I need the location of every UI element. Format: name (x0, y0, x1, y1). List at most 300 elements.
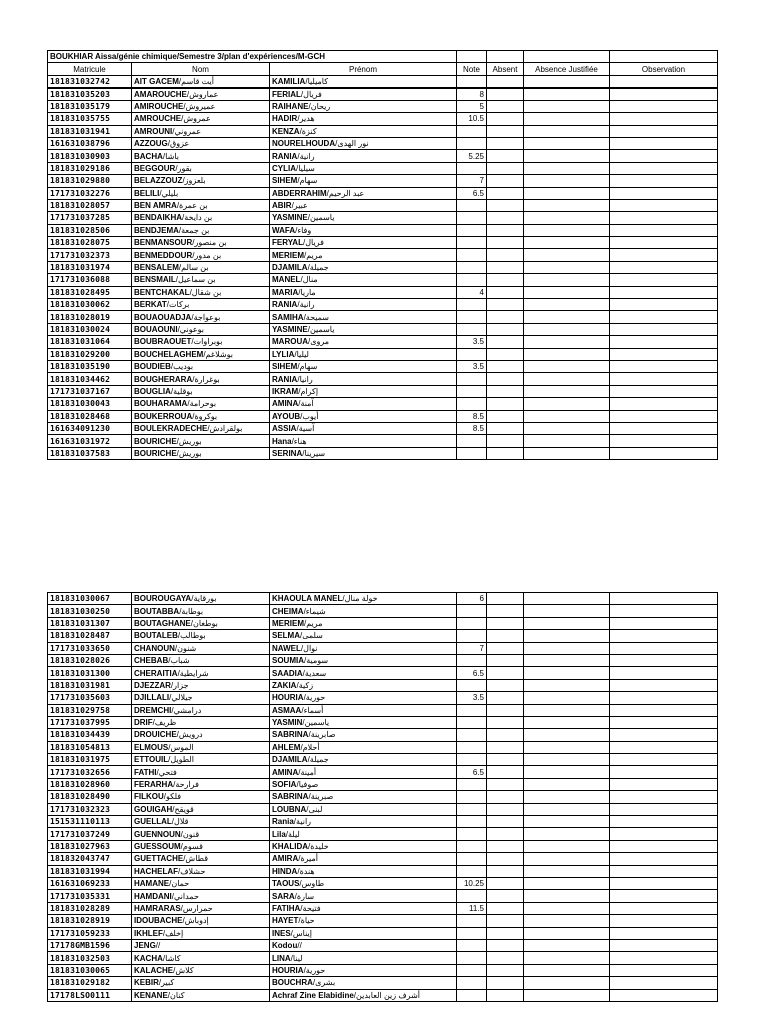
observation-cell (610, 977, 718, 989)
separator: / (307, 325, 310, 334)
absence-justifiee-cell (524, 617, 610, 629)
prenom-latin: LYLIA (272, 349, 295, 359)
prenom-cell (270, 237, 457, 249)
nom-arabic: بلعزوز (184, 176, 206, 186)
prenom-latin: YASMINE (272, 213, 308, 223)
nom-arabic: بوغرارة (194, 374, 220, 384)
absent-cell (487, 754, 524, 766)
table-row (48, 704, 718, 716)
note-cell (457, 323, 487, 335)
nom-latin: KACHA (134, 953, 163, 963)
absence-justifiee-cell (524, 766, 610, 778)
prenom-arabic: آسية (298, 424, 315, 434)
prenom-cell (270, 199, 457, 211)
separator: / (162, 151, 166, 161)
absence-justifiee-cell (524, 299, 610, 311)
nom-arabic: بوبراوات (193, 337, 223, 347)
note-cell: 6.5 (457, 187, 487, 199)
nom-cell (132, 927, 270, 939)
separator: / (290, 953, 293, 963)
nom-cell (132, 952, 270, 964)
separator: / (300, 275, 303, 285)
separator: / (303, 606, 306, 616)
matricule-cell: 181831028019 (48, 311, 132, 323)
prenom-arabic: رانيا (299, 374, 313, 384)
note-cell: 6.5 (457, 667, 487, 679)
table-row (48, 137, 718, 149)
absent-cell (487, 642, 524, 654)
prenom-cell (270, 692, 457, 704)
prenom-arabic: منال (302, 275, 318, 285)
note-cell (457, 311, 487, 323)
observation-cell (610, 299, 718, 311)
observation-cell (610, 422, 718, 434)
nom-cell (132, 754, 270, 766)
table-row (48, 754, 718, 766)
nom-latin: DRIF (134, 718, 153, 728)
absent-cell (487, 865, 524, 877)
separator: / (159, 188, 162, 198)
prenom-cell (270, 125, 457, 137)
separator: / (152, 718, 155, 728)
prenom-arabic: أسماء (303, 705, 324, 715)
separator: / (298, 916, 301, 926)
observation-cell (610, 642, 718, 654)
nom-arabic: باشا (165, 151, 179, 161)
nom-arabic: حمان (171, 879, 190, 889)
separator: / (303, 965, 306, 975)
prenom-latin: MERIEM (272, 250, 304, 260)
nom-arabic: الموس (170, 742, 194, 752)
absent-cell (487, 778, 524, 790)
observation-cell (610, 435, 718, 447)
table-row (48, 212, 718, 224)
nom-arabic: بوديب (173, 362, 194, 372)
absent-cell (487, 605, 524, 617)
separator: / (293, 817, 297, 827)
prenom-arabic: أيوب (302, 411, 319, 421)
observation-cell (610, 766, 718, 778)
absent-cell (487, 593, 524, 605)
prenom-arabic: كاميليا (307, 76, 329, 86)
absent-cell (487, 237, 524, 249)
prenom-latin: Hana (272, 436, 292, 446)
prenom-cell (270, 741, 457, 753)
prenom-arabic: ياسمين (309, 325, 335, 334)
note-cell (457, 385, 487, 397)
nom-arabic: عمروني (174, 126, 202, 136)
absence-justifiee-cell (524, 890, 610, 902)
separator: / (298, 386, 301, 396)
table-row (48, 642, 718, 654)
absence-justifiee-cell (524, 137, 610, 149)
table-row (48, 435, 718, 447)
absence-justifiee-cell (524, 125, 610, 137)
table-row (48, 605, 718, 617)
prenom-cell (270, 336, 457, 348)
nom-latin: KENANE (134, 990, 168, 1000)
prenom-cell (270, 865, 457, 877)
separator: / (307, 755, 310, 765)
nom-arabic: بوطابة (181, 606, 204, 616)
absence-justifiee-cell (524, 803, 610, 815)
separator: / (180, 829, 183, 839)
absence-justifiee-cell (524, 716, 610, 728)
separator: / (298, 287, 301, 297)
separator: / (182, 176, 185, 186)
table-row (48, 593, 718, 605)
separator: / (203, 349, 206, 359)
prenom-cell (270, 175, 457, 187)
nom-cell (132, 162, 270, 174)
absent-cell (487, 348, 524, 360)
observation-cell (610, 447, 718, 459)
matricule-cell: 161634091230 (48, 422, 132, 434)
prenom-latin: NAWEL (272, 643, 301, 653)
separator: / (295, 225, 298, 235)
nom-cell (132, 902, 270, 914)
matricule-cell: 161631069233 (48, 877, 132, 889)
observation-cell (610, 398, 718, 410)
absence-justifiee-cell (524, 385, 610, 397)
absent-cell (487, 816, 524, 828)
nom-arabic: درويش (178, 730, 203, 740)
observation-cell (610, 249, 718, 261)
note-cell (457, 778, 487, 790)
prenom-arabic: فريال (303, 89, 322, 99)
prenom-cell (270, 890, 457, 902)
absence-justifiee-cell (524, 778, 610, 790)
table-row (48, 398, 718, 410)
absent-cell (487, 137, 524, 149)
matricule-cell: 181831028468 (48, 410, 132, 422)
matricule-cell: 181831028026 (48, 654, 132, 666)
nom-latin: BOUAOUNI (134, 325, 178, 334)
note-cell (457, 828, 487, 840)
observation-cell (610, 593, 718, 605)
nom-arabic: كاشا (165, 953, 181, 963)
observation-cell (610, 187, 718, 199)
nom-arabic: إدوباش (184, 916, 209, 926)
separator: / (291, 436, 294, 446)
observation-cell (610, 348, 718, 360)
absence-justifiee-cell (524, 224, 610, 236)
nom-arabic: بوحرامة (189, 399, 217, 409)
prenom-arabic: خليدة (310, 842, 329, 851)
separator: / (294, 349, 297, 359)
absence-justifiee-cell (524, 939, 610, 951)
table-row (48, 729, 718, 741)
note-cell: 5 (457, 100, 487, 112)
absent-cell (487, 679, 524, 691)
separator: / (168, 656, 171, 666)
note-cell (457, 224, 487, 236)
prenom-cell (270, 654, 457, 666)
prenom-cell (270, 286, 457, 298)
separator: / (353, 990, 357, 1000)
matricule-cell: 171731032276 (48, 187, 132, 199)
matricule-cell: 171731033650 (48, 642, 132, 654)
nom-arabic: بن منصور (194, 238, 227, 248)
separator: / (175, 275, 179, 285)
prenom-cell (270, 398, 457, 410)
note-cell (457, 75, 487, 88)
absence-justifiee-cell (524, 605, 610, 617)
matricule-cell: 181831031994 (48, 865, 132, 877)
nom-cell (132, 360, 270, 372)
prenom-cell (270, 915, 457, 927)
table-row (48, 692, 718, 704)
note-cell (457, 865, 487, 877)
observation-cell (610, 989, 718, 1001)
nom-cell (132, 617, 270, 629)
nom-cell (132, 137, 270, 149)
observation-cell (610, 360, 718, 372)
observation-cell (610, 199, 718, 211)
prenom-cell (270, 877, 457, 889)
prenom-cell (270, 593, 457, 605)
observation-cell (610, 274, 718, 286)
prenom-latin: SABRINA (272, 730, 309, 740)
observation-cell (610, 617, 718, 629)
matricule-cell: 181831030067 (48, 593, 132, 605)
absence-justifiee-cell (524, 447, 610, 459)
absence-justifiee-cell (524, 212, 610, 224)
note-cell: 4 (457, 286, 487, 298)
prenom-cell (270, 410, 457, 422)
note-cell (457, 816, 487, 828)
note-cell (457, 741, 487, 753)
separator: / (177, 325, 180, 334)
absence-justifiee-cell (524, 261, 610, 273)
prenom-latin: NOURELHOUDA (272, 139, 336, 149)
nom-cell (132, 778, 270, 790)
absent-cell (487, 125, 524, 137)
matricule-cell: 181831030903 (48, 150, 132, 162)
nom-cell (132, 385, 270, 397)
observation-cell (610, 927, 718, 939)
nom-arabic: بقور (177, 163, 192, 173)
nom-cell (132, 410, 270, 422)
nom-arabic: بوطغان (192, 618, 218, 628)
observation-cell (610, 311, 718, 323)
separator: / (300, 643, 304, 653)
nom-cell (132, 654, 270, 666)
absent-cell (487, 162, 524, 174)
prenom-arabic: سهام (299, 176, 318, 186)
separator: / (169, 879, 172, 889)
nom-cell (132, 890, 270, 902)
prenom-latin: SOFIA (272, 780, 297, 790)
separator: / (335, 139, 338, 149)
table-row (48, 654, 718, 666)
nom-arabic: جيلالي (171, 693, 193, 703)
nom-arabic: عمروش (183, 114, 211, 124)
matricule-cell: 171731036088 (48, 274, 132, 286)
nom-arabic: بوعواجة (193, 312, 221, 322)
separator: / (192, 374, 195, 384)
prenom-arabic: لينا (292, 953, 303, 963)
table-row (48, 360, 718, 372)
separator: / (342, 594, 345, 604)
header-observation: Observation (610, 63, 718, 75)
separator: / (297, 176, 300, 186)
prenom-latin: Rania (272, 817, 294, 827)
note-cell (457, 435, 487, 447)
prenom-cell (270, 422, 457, 434)
matricule-cell: 171731032373 (48, 249, 132, 261)
prenom-cell (270, 311, 457, 323)
nom-cell (132, 100, 270, 112)
absent-cell (487, 150, 524, 162)
nom-latin: GOUIGAH (134, 804, 173, 814)
absence-justifiee-cell (524, 373, 610, 385)
prenom-cell (270, 803, 457, 815)
absence-justifiee-cell (524, 840, 610, 852)
grades-table-2 (47, 592, 718, 1002)
prenom-cell (270, 150, 457, 162)
note-cell (457, 952, 487, 964)
nom-arabic: إخلف (165, 928, 184, 938)
nom-latin: GUELLAL (134, 817, 172, 827)
note-cell: 10.5 (457, 113, 487, 125)
matricule-cell: 17178LSO0111 (48, 989, 132, 1001)
nom-arabic: كلاش (175, 965, 194, 975)
prenom-arabic: إيناس (292, 928, 312, 938)
nom-arabic: بن سالم (181, 263, 209, 273)
prenom-latin: WAFA (272, 225, 296, 235)
separator: / (297, 151, 300, 161)
prenom-latin: DJAMILA (272, 263, 308, 273)
nom-arabic: حمرارس (182, 903, 213, 913)
absence-justifiee-cell (524, 162, 610, 174)
observation-cell (610, 890, 718, 902)
matricule-cell: 171731037167 (48, 385, 132, 397)
separator: / (301, 705, 304, 715)
absence-justifiee-cell (524, 336, 610, 348)
separator: / (312, 978, 316, 988)
prenom-arabic: لبنى (308, 804, 323, 814)
absent-cell (487, 890, 524, 902)
absent-cell (487, 435, 524, 447)
note-cell: 7 (457, 175, 487, 187)
table-row (48, 716, 718, 728)
absence-justifiee-cell (524, 977, 610, 989)
nom-arabic: قسوم (182, 842, 203, 851)
prenom-latin: ASMAA (272, 705, 302, 715)
prenom-cell (270, 667, 457, 679)
prenom-arabic: فتيحة (302, 903, 321, 913)
prenom-arabic: أشرف زين العابدين (356, 990, 420, 1000)
nom-cell (132, 323, 270, 335)
table-row (48, 88, 718, 101)
absent-cell (487, 199, 524, 211)
table-row (48, 865, 718, 877)
observation-cell (610, 729, 718, 741)
table-row (48, 989, 718, 1001)
prenom-cell (270, 939, 457, 951)
separator: / (191, 594, 194, 604)
separator: / (297, 866, 300, 876)
matricule-cell: 181831029200 (48, 348, 132, 360)
separator: / (182, 916, 185, 926)
nom-arabic: كنان (170, 990, 185, 1000)
separator: / (296, 680, 299, 690)
separator: / (170, 362, 174, 372)
note-cell (457, 977, 487, 989)
observation-cell (610, 113, 718, 125)
separator: / (168, 755, 171, 765)
nom-latin: BOUGLIA (134, 386, 171, 396)
prenom-latin: Kodou (272, 941, 298, 951)
nom-cell (132, 261, 270, 273)
nom-cell (132, 877, 270, 889)
matricule-cell: 181831028075 (48, 237, 132, 249)
prenom-arabic: رانية (296, 817, 312, 827)
separator: / (178, 866, 181, 876)
prenom-arabic: أحلام (302, 742, 320, 752)
absence-justifiee-cell (524, 915, 610, 927)
nom-cell (132, 605, 270, 617)
separator: / (173, 965, 176, 975)
absence-justifiee-cell (524, 410, 610, 422)
nom-arabic: بولقرادش (209, 424, 243, 434)
nom-cell (132, 642, 270, 654)
prenom-latin: KHALIDA (272, 842, 308, 851)
separator: / (296, 163, 299, 173)
table-row (48, 113, 718, 125)
separator: / (186, 89, 190, 99)
matricule-cell: 181831027963 (48, 840, 132, 852)
nom-arabic: أيت قاسم (181, 76, 214, 86)
table-row (48, 311, 718, 323)
table-row (48, 199, 718, 211)
note-cell (457, 212, 487, 224)
prenom-arabic: سلمى (302, 631, 323, 641)
table-row (48, 410, 718, 422)
nom-cell (132, 113, 270, 125)
matricule-cell: 181831028289 (48, 902, 132, 914)
nom-latin: IDOUBACHE (134, 916, 183, 926)
absent-cell (487, 915, 524, 927)
absent-cell (487, 989, 524, 1001)
separator: / (158, 978, 162, 988)
matricule-cell: 181831029182 (48, 977, 132, 989)
absent-cell (487, 828, 524, 840)
nom-latin: GUETTACHE (134, 854, 184, 864)
separator: / (177, 631, 181, 641)
nom-arabic: بوريش (178, 448, 202, 458)
table-row (48, 447, 718, 459)
separator: / (178, 76, 182, 86)
prenom-arabic: أمينة (300, 767, 317, 777)
absent-cell (487, 113, 524, 125)
separator: / (297, 362, 300, 372)
separator: / (308, 792, 311, 802)
prenom-arabic: ريحان (310, 101, 331, 111)
matricule-cell: 181831031064 (48, 336, 132, 348)
matricule-cell: 181831029880 (48, 175, 132, 187)
table-row (48, 323, 718, 335)
nom-latin: AMIROUCHE (134, 101, 184, 111)
table-row (48, 237, 718, 249)
nom-cell (132, 977, 270, 989)
separator: / (307, 263, 310, 273)
prenom-cell (270, 88, 457, 101)
nom-cell (132, 766, 270, 778)
nom-latin: BELAZZOUZ (134, 176, 183, 186)
note-cell (457, 299, 487, 311)
